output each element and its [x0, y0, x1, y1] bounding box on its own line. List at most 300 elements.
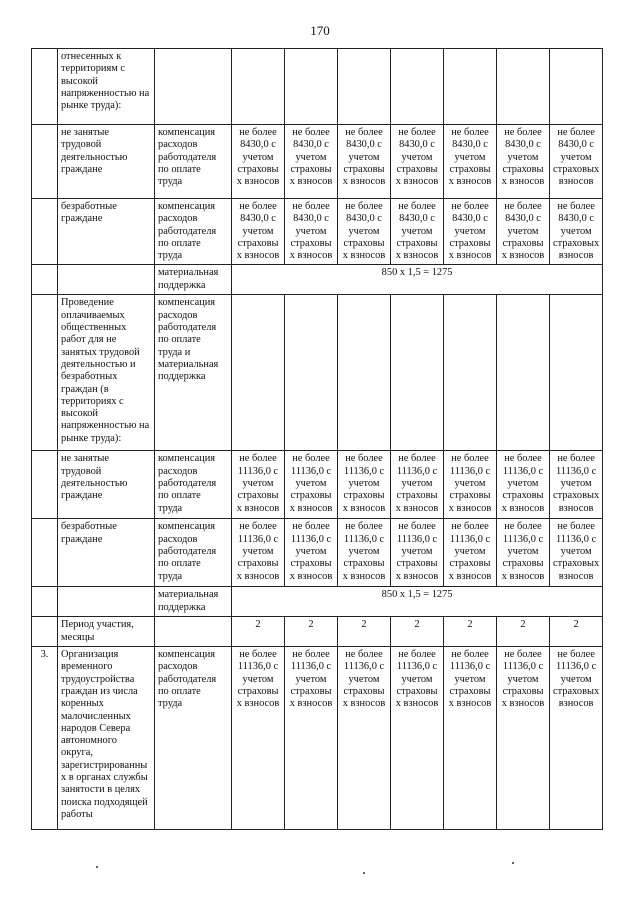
amount-cell — [497, 199, 550, 265]
amount-cell — [391, 647, 444, 830]
amount-cell-line: взносов — [558, 570, 594, 582]
support-type-cell-line: поддержка — [158, 601, 206, 613]
amount-cell — [497, 519, 550, 587]
amount-cell-line: 11136,0 с — [343, 661, 385, 673]
category-cell-line: высокой — [61, 75, 98, 87]
amount-cell-line: 11136,0 с — [396, 533, 438, 545]
amount-cell — [232, 199, 285, 265]
empty-value-cell — [444, 295, 497, 451]
amount-cell-line: страховы — [343, 237, 385, 249]
table-row — [32, 265, 603, 295]
category-cell-line: напряженностью на — [61, 87, 150, 99]
category-cell — [58, 295, 155, 451]
amount-cell-line: учетом — [348, 225, 380, 237]
amount-cell-line: 11136,0 с — [502, 661, 544, 673]
amount-cell-line: страховы — [449, 490, 491, 502]
amount-cell-line: страховы — [290, 558, 332, 570]
amount-cell-line: 8430,0 с — [240, 139, 276, 151]
amount-cell-line: не более — [345, 521, 383, 533]
amount-cell-line: х взносов — [236, 570, 280, 582]
amount-cell-line: не более — [345, 201, 383, 212]
months-value-cell-line: 2 — [255, 619, 261, 631]
category-cell-line: Проведение — [61, 297, 114, 309]
amount-cell-line: 11136,0 с — [449, 465, 491, 477]
amount-cell-line: х взносов — [289, 570, 333, 582]
amount-cell-line: 11136,0 с — [343, 465, 385, 477]
amount-cell-line: не более — [504, 521, 542, 533]
amount-cell-line: 8430,0 с — [346, 213, 382, 225]
amount-cell-line: учетом — [454, 478, 486, 490]
amount-cell-line: учетом — [295, 478, 327, 490]
amount-cell-line: страховы — [237, 685, 279, 697]
category-cell-line: территориям с — [61, 63, 126, 75]
amount-cell-line: страховы — [502, 685, 544, 697]
category-cell-line: х в органах службы — [61, 772, 148, 784]
amount-cell-line: учетом — [242, 478, 274, 490]
category-cell-line: деятельностью и — [61, 358, 136, 370]
months-value-cell-line: 2 — [414, 619, 420, 631]
document-table — [31, 48, 603, 830]
months-value-cell — [444, 617, 497, 647]
amount-cell — [338, 519, 391, 587]
amount-cell-line: не более — [398, 649, 436, 661]
months-value-cell-line: 2 — [520, 619, 526, 631]
support-type-cell-line: по оплате — [158, 558, 201, 570]
amount-cell-line: страховых — [553, 490, 600, 502]
amount-cell — [285, 647, 338, 830]
amount-cell — [338, 125, 391, 199]
empty-value-cell — [550, 295, 603, 451]
amount-cell-line: 11136,0 с — [290, 661, 332, 673]
support-type-cell-line: расходов — [158, 661, 198, 673]
amount-cell — [444, 125, 497, 199]
category-cell — [58, 125, 155, 199]
amount-cell-line: 11136,0 с — [449, 661, 491, 673]
amount-cell — [232, 647, 285, 830]
amount-cell-line: страховы — [502, 490, 544, 502]
category-cell-line: народов Севера — [61, 722, 131, 734]
amount-cell-line: не более — [292, 127, 330, 138]
empty-value-cell — [285, 295, 338, 451]
amount-cell-line: учетом — [295, 546, 327, 558]
category-cell-line: Организация — [61, 649, 119, 661]
support-type-cell — [155, 587, 232, 617]
category-cell-line: высокой — [61, 408, 98, 420]
support-type-cell-line: компенсация — [158, 127, 216, 138]
amount-cell-line: х взносов — [501, 570, 545, 582]
amount-cell-line: не более — [557, 649, 595, 661]
amount-cell-line: страховы — [396, 685, 438, 697]
amount-cell-line: х взносов — [448, 176, 492, 188]
support-type-cell-line: работодателя — [158, 322, 217, 334]
amount-cell — [550, 199, 603, 265]
support-type-cell-line: по оплате — [158, 237, 201, 249]
support-type-cell-line: компенсация — [158, 521, 216, 533]
amount-cell-line: страховы — [502, 558, 544, 570]
months-value-cell — [391, 617, 444, 647]
amount-cell-line: 8430,0 с — [346, 139, 382, 151]
amount-cell-line: учетом — [348, 478, 380, 490]
amount-cell-line: не более — [398, 127, 436, 138]
amount-cell-line: страховы — [237, 237, 279, 249]
amount-cell-line: учетом — [242, 225, 274, 237]
amount-cell-line: не более — [292, 521, 330, 533]
amount-cell-line: учетом — [401, 546, 433, 558]
amount-cell-line: х взносов — [289, 698, 333, 710]
amount-cell-line: не более — [239, 201, 277, 212]
category-cell-line: граждане — [61, 213, 103, 225]
empty-value-cell — [391, 49, 444, 125]
amount-cell-line: учетом — [560, 225, 592, 237]
amount-cell-line: 11136,0 с — [237, 661, 279, 673]
category-cell-line: отнесенных к — [61, 51, 122, 62]
amount-cell-line: 8430,0 с — [399, 139, 435, 151]
category-cell-line: поиска подходящей — [61, 796, 148, 808]
row-number-cell — [32, 265, 58, 295]
amount-cell-line: не более — [504, 201, 542, 212]
amount-cell — [232, 125, 285, 199]
support-type-cell-line: компенсация — [158, 201, 216, 212]
support-type-cell-line: материальная — [158, 267, 219, 279]
amount-cell-line: страховых — [553, 558, 600, 570]
category-cell-line: трудоустройства — [61, 673, 135, 685]
empty-value-cell — [444, 49, 497, 125]
amount-cell — [497, 125, 550, 199]
amount-cell-line: учетом — [560, 546, 592, 558]
amount-cell-line: х взносов — [289, 502, 333, 514]
amount-cell-line: не более — [557, 127, 595, 138]
amount-cell-line: 8430,0 с — [452, 213, 488, 225]
category-cell-line: безработных — [61, 371, 118, 383]
category-cell — [58, 519, 155, 587]
amount-cell — [497, 451, 550, 519]
support-type-cell-line: расходов — [158, 465, 198, 477]
category-cell — [58, 451, 155, 519]
amount-cell-line: х взносов — [501, 176, 545, 188]
amount-cell-line: не более — [398, 521, 436, 533]
amount-cell-line: страховы — [343, 163, 385, 175]
months-value-cell-line: 2 — [573, 619, 579, 631]
support-type-cell-line: работодателя — [158, 673, 217, 685]
amount-cell — [550, 519, 603, 587]
amount-cell-line: не более — [451, 127, 489, 138]
support-type-cell — [155, 617, 232, 647]
category-cell-line: работ для не — [61, 334, 117, 346]
amount-cell-line: не более — [504, 649, 542, 661]
support-type-cell — [155, 647, 232, 830]
amount-cell — [550, 451, 603, 519]
support-type-cell-line: поддержка — [158, 279, 206, 291]
amount-cell — [285, 451, 338, 519]
amount-cell-line: учетом — [560, 673, 592, 685]
empty-value-cell — [232, 295, 285, 451]
support-type-cell-line: работодателя — [158, 546, 217, 558]
amount-cell-line: не более — [398, 453, 436, 465]
amount-cell-line: учетом — [348, 673, 380, 685]
amount-cell-line: 8430,0 с — [505, 139, 541, 151]
amount-cell-line: страховы — [343, 558, 385, 570]
empty-value-cell — [550, 49, 603, 125]
amount-cell-line: 11136,0 с — [555, 661, 597, 673]
amount-cell — [391, 125, 444, 199]
amount-cell-line: не более — [557, 521, 595, 533]
months-value-cell — [232, 617, 285, 647]
amount-cell-line: не более — [451, 649, 489, 661]
category-cell-line: рынке труда): — [61, 432, 122, 444]
months-value-cell — [285, 617, 338, 647]
support-type-cell-line: работодателя — [158, 478, 217, 490]
page-number: 170 — [310, 23, 330, 38]
scan-speck — [363, 872, 365, 874]
amount-cell-line: 8430,0 с — [240, 213, 276, 225]
amount-cell-line: учетом — [401, 151, 433, 163]
amount-cell-line: учетом — [348, 546, 380, 558]
category-cell-line: работы — [61, 808, 93, 820]
table-row — [32, 295, 603, 451]
support-type-cell-line: компенсация — [158, 649, 216, 661]
amount-cell-line: страховы — [343, 685, 385, 697]
amount-cell-line: х взносов — [236, 698, 280, 710]
months-value-cell — [497, 617, 550, 647]
empty-value-cell — [338, 49, 391, 125]
amount-cell-line: 8430,0 с — [505, 213, 541, 225]
support-type-cell-line: компенсация — [158, 453, 216, 465]
table-row — [32, 519, 603, 587]
category-cell — [58, 617, 155, 647]
support-type-cell-line: компенсация — [158, 297, 216, 309]
row-number-cell — [32, 451, 58, 519]
amount-cell-line: х взносов — [395, 250, 439, 262]
document-table-wrapper — [31, 48, 603, 830]
category-cell — [58, 199, 155, 265]
amount-cell-line: не более — [292, 201, 330, 212]
support-type-cell — [155, 295, 232, 451]
amount-cell-line: 11136,0 с — [290, 533, 332, 545]
amount-cell — [444, 647, 497, 830]
amount-cell-line: 8430,0 с — [558, 213, 594, 225]
amount-cell-line: учетом — [454, 151, 486, 163]
amount-cell-line: 8430,0 с — [558, 139, 594, 151]
category-cell-line: коренных — [61, 698, 104, 710]
amount-cell-line: страховы — [396, 237, 438, 249]
amount-cell — [550, 647, 603, 830]
category-cell-line: автономного — [61, 735, 117, 747]
empty-value-cell — [285, 49, 338, 125]
category-cell-line: занятых трудовой — [61, 346, 140, 358]
amount-cell-line: х взносов — [395, 176, 439, 188]
amount-cell-line: взносов — [558, 250, 594, 262]
row-number-cell — [32, 125, 58, 199]
amount-cell-line: х взносов — [236, 176, 280, 188]
amount-cell — [444, 451, 497, 519]
amount-cell-line: 11136,0 с — [502, 465, 544, 477]
amount-cell-line: учетом — [295, 225, 327, 237]
category-cell-line: безработные — [61, 201, 117, 212]
amount-cell-line: учетом — [507, 673, 539, 685]
amount-cell — [338, 647, 391, 830]
amount-cell-line: взносов — [558, 502, 594, 514]
support-type-cell-line: материальная — [158, 589, 219, 601]
amount-cell-line: страховых — [553, 685, 600, 697]
amount-cell-line: страховых — [553, 163, 600, 175]
table-row — [32, 451, 603, 519]
support-type-cell-line: по оплате — [158, 685, 201, 697]
amount-cell-line: х взносов — [342, 570, 386, 582]
amount-cell-line: учетом — [348, 151, 380, 163]
amount-cell-line: не более — [345, 649, 383, 661]
support-type-cell — [155, 265, 232, 295]
amount-cell-line: страховы — [396, 163, 438, 175]
amount-cell-line: не более — [292, 453, 330, 465]
table-row — [32, 125, 603, 199]
amount-cell-line: учетом — [507, 225, 539, 237]
amount-cell-line: не более — [557, 201, 595, 212]
amount-cell — [444, 519, 497, 587]
amount-cell-line: страховы — [502, 163, 544, 175]
amount-cell-line: страховы — [237, 163, 279, 175]
support-type-cell-line: по оплате — [158, 163, 201, 175]
amount-cell-line: не более — [451, 201, 489, 212]
support-type-cell-line: труда и — [158, 346, 191, 358]
support-type-cell-line: работодателя — [158, 225, 217, 237]
amount-cell-line: учетом — [507, 546, 539, 558]
category-cell-line: занятости в целях — [61, 784, 141, 796]
amount-cell — [285, 125, 338, 199]
row-number-cell — [32, 617, 58, 647]
empty-value-cell — [232, 49, 285, 125]
support-type-cell-line: труда — [158, 176, 183, 188]
category-cell-line: трудовой — [61, 465, 102, 477]
amount-cell-line: 11136,0 с — [396, 465, 438, 477]
amount-cell — [497, 647, 550, 830]
amount-cell-line: не более — [239, 453, 277, 465]
category-cell-line: округа, — [61, 747, 93, 759]
amount-cell — [550, 125, 603, 199]
category-cell-line: граждане — [61, 490, 103, 502]
support-type-cell — [155, 125, 232, 199]
amount-cell-line: х взносов — [501, 698, 545, 710]
empty-value-cell — [338, 295, 391, 451]
amount-cell-line: х взносов — [448, 698, 492, 710]
amount-cell-line: страховы — [237, 490, 279, 502]
category-cell-line: общественных — [61, 322, 127, 334]
amount-cell-line: учетом — [242, 673, 274, 685]
row-number-cell — [32, 199, 58, 265]
amount-cell-line: не более — [504, 453, 542, 465]
amount-cell-line: не более — [398, 201, 436, 212]
amount-cell-line: не более — [345, 453, 383, 465]
support-type-cell — [155, 49, 232, 125]
support-type-cell-line: труда — [158, 570, 183, 582]
amount-cell-line: страховы — [449, 685, 491, 697]
amount-cell-line: х взносов — [289, 176, 333, 188]
table-row — [32, 647, 603, 830]
amount-cell-line: учетом — [295, 673, 327, 685]
row-number-cell — [32, 587, 58, 617]
category-cell-line: деятельностью — [61, 151, 128, 163]
empty-value-cell — [497, 295, 550, 451]
amount-cell-line: страховы — [290, 237, 332, 249]
amount-cell-line: учетом — [401, 673, 433, 685]
category-cell-line: не занятые — [61, 127, 109, 138]
amount-cell-line: не более — [239, 521, 277, 533]
amount-cell-line: 11136,0 с — [555, 465, 597, 477]
category-cell-line: временного — [61, 661, 113, 673]
amount-cell-line: 11136,0 с — [555, 533, 597, 545]
amount-cell-line: х взносов — [342, 502, 386, 514]
support-type-cell-line: труда — [158, 698, 183, 710]
amount-cell-line: 11136,0 с — [396, 661, 438, 673]
amount-cell-line: страховы — [396, 558, 438, 570]
amount-cell-line: учетом — [507, 151, 539, 163]
amount-cell-line: 11136,0 с — [290, 465, 332, 477]
support-type-cell-line: поддержка — [158, 371, 206, 383]
category-cell-line: напряженностью на — [61, 420, 150, 432]
scan-speck — [512, 862, 514, 864]
amount-cell-line: не более — [239, 127, 277, 138]
category-cell — [58, 587, 155, 617]
amount-cell — [338, 199, 391, 265]
category-cell-line: не занятые — [61, 453, 109, 465]
category-cell-line: территориях с — [61, 395, 124, 407]
amount-cell-line: х взносов — [448, 570, 492, 582]
amount-cell-line: учетом — [242, 151, 274, 163]
category-cell-line: месяцы — [61, 631, 95, 643]
support-type-cell-line: по оплате — [158, 334, 201, 346]
amount-cell-line: х взносов — [236, 250, 280, 262]
support-type-cell — [155, 519, 232, 587]
amount-cell-line: страховы — [290, 163, 332, 175]
category-cell — [58, 49, 155, 125]
category-cell-line: безработные — [61, 521, 117, 533]
months-value-cell-line: 2 — [467, 619, 473, 631]
support-type-cell — [155, 451, 232, 519]
amount-cell-line: 11136,0 с — [237, 533, 279, 545]
category-cell-line: деятельностью — [61, 478, 128, 490]
amount-cell — [285, 199, 338, 265]
amount-cell — [391, 519, 444, 587]
row-number-cell — [32, 49, 58, 125]
table-row — [32, 199, 603, 265]
amount-cell-line: 8430,0 с — [399, 213, 435, 225]
support-type-cell-line: труда — [158, 502, 183, 514]
amount-cell-line: страховы — [290, 685, 332, 697]
amount-cell-line: 8430,0 с — [293, 213, 329, 225]
category-cell-line: оплачиваемых — [61, 309, 125, 321]
months-value-cell-line: 2 — [361, 619, 367, 631]
support-type-cell-line: расходов — [158, 309, 198, 321]
amount-cell-line: не более — [451, 521, 489, 533]
support-type-cell-line: расходов — [158, 213, 198, 225]
amount-cell-line: учетом — [295, 151, 327, 163]
amount-cell — [232, 519, 285, 587]
amount-cell-line: страховы — [449, 558, 491, 570]
amount-cell-line: х взносов — [501, 250, 545, 262]
amount-cell-line: 8430,0 с — [293, 139, 329, 151]
amount-cell-line: учетом — [454, 546, 486, 558]
amount-cell — [444, 199, 497, 265]
amount-cell-line: страховы — [449, 163, 491, 175]
merged-amount-cell: 850 х 1,5 = 1275 — [232, 587, 603, 617]
amount-cell-line: учетом — [560, 478, 592, 490]
amount-cell-line: 11136,0 с — [502, 533, 544, 545]
category-cell — [58, 647, 155, 830]
amount-cell-line: страховых — [553, 237, 600, 249]
amount-cell-line: 11136,0 с — [237, 465, 279, 477]
category-cell-line: граждане — [61, 163, 103, 175]
amount-cell-line: х взносов — [448, 250, 492, 262]
category-cell — [58, 265, 155, 295]
